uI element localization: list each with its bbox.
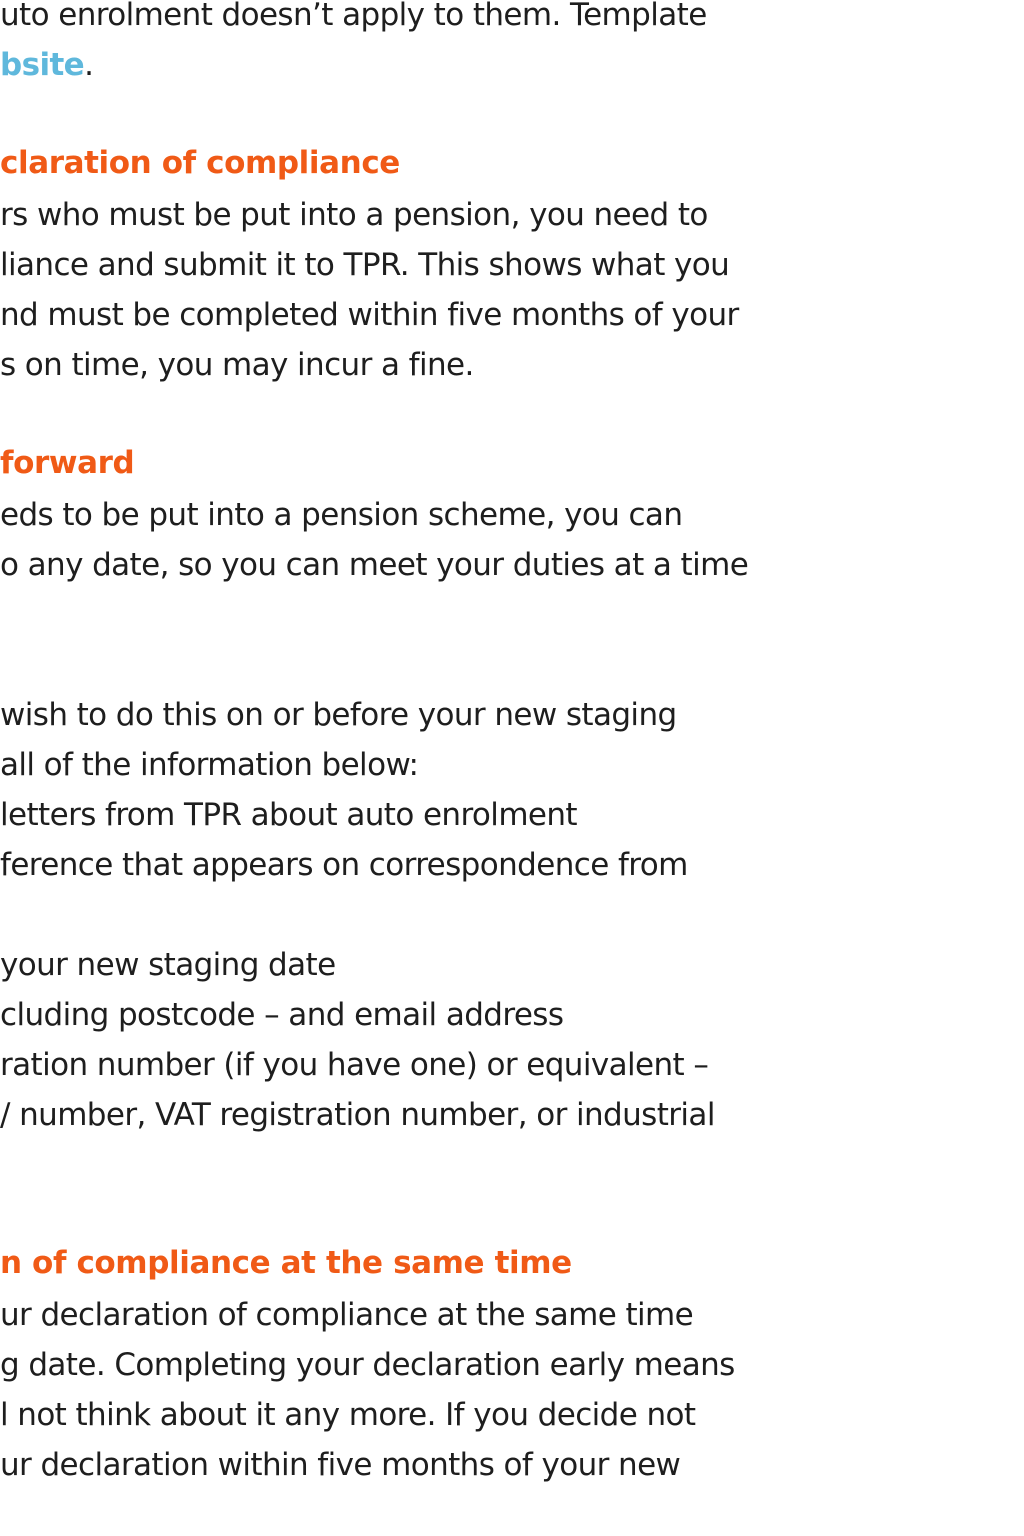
declaration-line-3: nd must be completed within five months of your [0,297,739,333]
same-time-line-2: g date. Completing your declaration early means [0,1347,735,1383]
declaration-line-2: liance and submit it to TPR. This shows what you [0,247,730,283]
declaration-line-1: rs who must be put into a pension, you need to [0,197,708,233]
heading-forward: forward [0,445,135,481]
same-time-line-3: l not think about it any more. If you decide not [0,1397,696,1433]
forward-line-1: eds to be put into a pension scheme, you can [0,497,683,533]
forward-list-item-6: / number, VAT registration number, or industrial [0,1097,715,1133]
forward-list-item-2: ference that appears on correspondence from [0,847,688,883]
same-time-line-4: ur declaration within five months of your new [0,1447,681,1483]
website-link[interactable]: bsite [0,47,85,83]
forward-line-2: o any date, so you can meet your duties at a time [0,547,749,583]
intro-link-suffix: . [84,47,94,83]
forward-list-item-4: cluding postcode – and email address [0,997,564,1033]
forward-list-item-5: ration number (if you have one) or equivalent – [0,1047,709,1083]
same-time-line-1: ur declaration of compliance at the same time [0,1297,694,1333]
heading-declaration-of-compliance: claration of compliance [0,145,400,181]
forward-line-4: all of the information below: [0,747,419,783]
heading-compliance-same-time: n of compliance at the same time [0,1245,572,1281]
declaration-line-4: s on time, you may incur a fine. [0,347,474,383]
forward-list-item-1: letters from TPR about auto enrolment [0,797,577,833]
forward-line-3: wish to do this on or before your new staging [0,697,677,733]
intro-line-2 [0,40,93,90]
forward-list-item-3: your new staging date [0,947,336,983]
intro-line-1: uto enrolment doesn’t apply to them. Template [0,0,707,33]
